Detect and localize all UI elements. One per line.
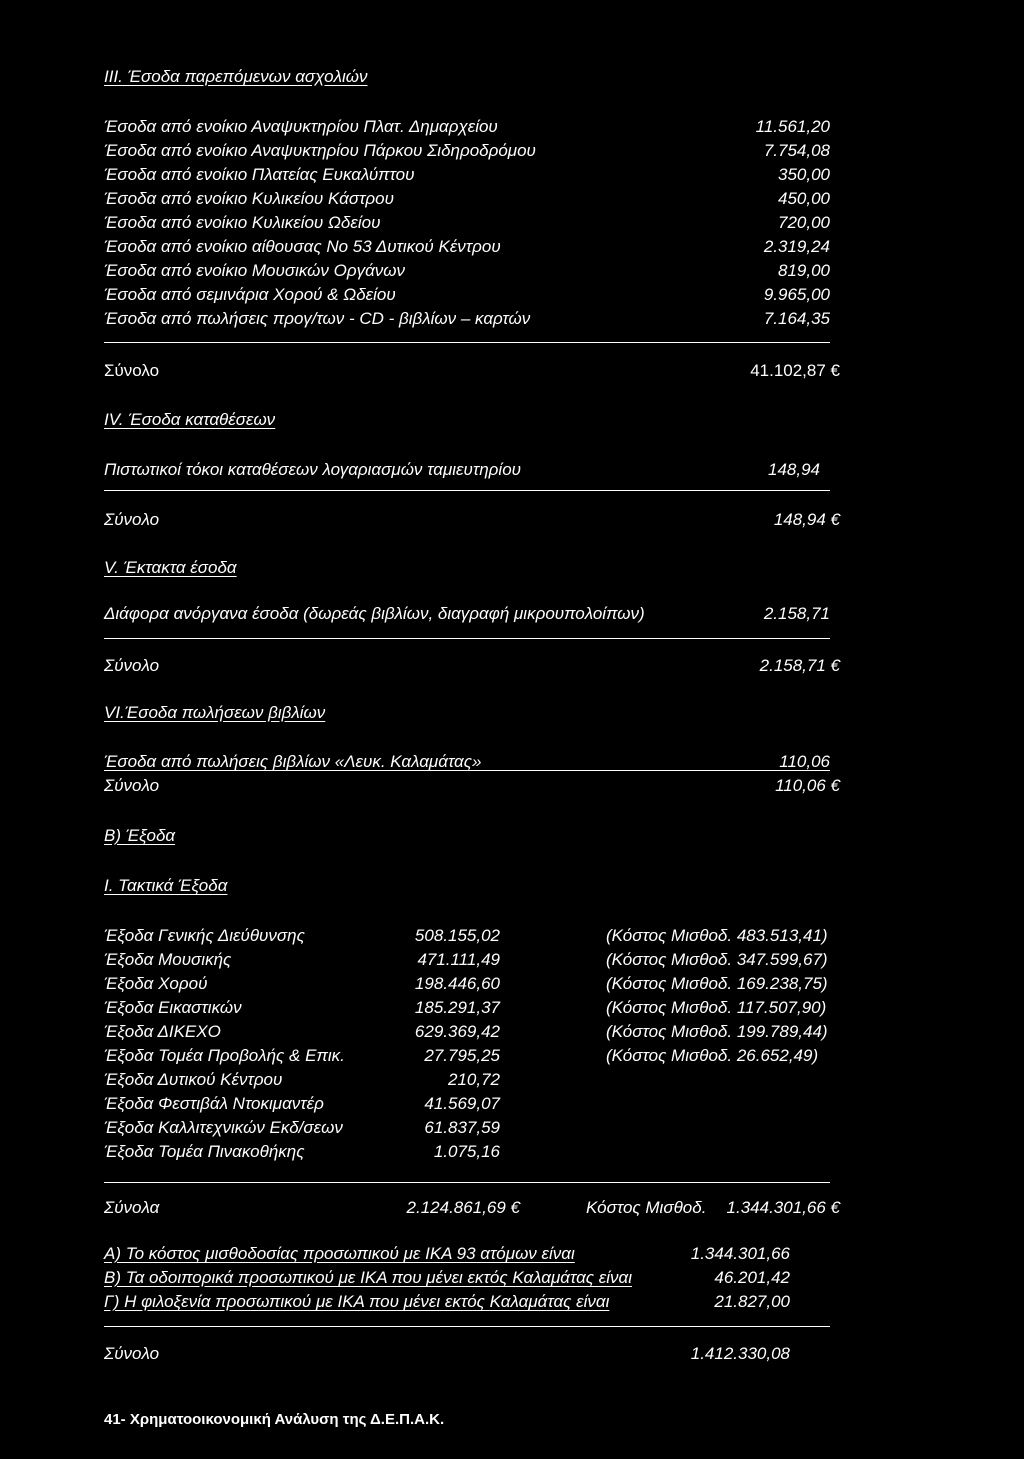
income-item-label: Έσοδα από ενοίκιο Αναψυκτηρίου Πλατ. Δημαρχείου: [104, 117, 498, 136]
divider: [104, 1326, 830, 1327]
expense-value: 61.837,59: [424, 1118, 500, 1137]
expense-payroll-note: (Κόστος Μισθοδ. 347.599,67): [606, 950, 828, 969]
income-item-value: 2.319,24: [763, 237, 830, 256]
expense-label: Έξοδα Φεστιβάλ Ντοκιμαντέρ: [104, 1094, 324, 1113]
income-item-label: Έσοδα από ενοίκιο Κυλικείου Κάστρου: [104, 189, 394, 208]
expense-value: 1.075,16: [433, 1142, 500, 1161]
income-item-label: Έσοδα από πωλήσεις προγ/των - CD - βιβλίων – καρτών: [104, 309, 531, 328]
section-4-total-value: 148,94 €: [773, 510, 840, 529]
section-5-item-value: 2.158,71: [763, 604, 830, 623]
expense-value: 185.291,37: [414, 998, 500, 1017]
section-5-total-label: Σύνολο: [104, 656, 160, 675]
section-4-total-label: Σύνολο: [104, 510, 160, 529]
section-6-total-value: 110,06 €: [775, 776, 840, 795]
income-item-value: 350,00: [778, 165, 830, 184]
income-item-label: Έσοδα από σεμινάρια Χορού & Ωδείου: [104, 285, 396, 304]
staff-cost-label: Γ) Η φιλοξενία προσωπικού με ΙΚΑ που μένει εκτός Καλαμάτας είναι: [104, 1292, 610, 1311]
section-6-item-value: 110,06: [779, 752, 830, 771]
income-item-label: Έσοδα από ενοίκιο Αναψυκτηρίου Πάρκου Σιδηροδρόμου: [104, 141, 536, 160]
income-item-value: 11.561,20: [755, 117, 830, 136]
staff-cost-value: 1.344.301,66: [690, 1244, 790, 1263]
page-footer: 41- Χρηματοοικονομική Ανάλυση της Δ.Ε.Π.Α.Κ.: [104, 1411, 445, 1428]
income-item-value: 9.965,00: [763, 285, 830, 304]
section-5-heading: V. Έκτακτα έσοδα: [104, 558, 237, 577]
expense-payroll-note: (Κόστος Μισθοδ. 199.789,44): [606, 1022, 828, 1041]
expenses-heading: Β) Έξοδα: [104, 826, 176, 845]
divider: [104, 770, 830, 771]
income-item-value: 720,00: [778, 213, 830, 232]
expenses-totals-value: 2.124.861,69 €: [406, 1198, 520, 1217]
divider: [104, 1182, 830, 1183]
expense-label: Έξοδα Μουσικής: [104, 950, 232, 969]
expenses-cost-label: Κόστος Μισθοδ.: [586, 1198, 707, 1217]
expense-label: Έξοδα Χορού: [104, 974, 208, 993]
divider: [104, 638, 830, 639]
expense-label: Έξοδα Τομέα Προβολής & Επικ.: [104, 1046, 345, 1065]
income-item-value: 7.754,08: [763, 141, 830, 160]
expense-label: Έξοδα Εικαστικών: [104, 998, 242, 1017]
expense-value: 629.369,42: [414, 1022, 500, 1041]
section-4-item-value: 148,94: [768, 460, 820, 479]
expense-value: 41.569,07: [424, 1094, 500, 1113]
expense-label: Έξοδα Καλλιτεχνικών Εκδ/σεων: [104, 1118, 343, 1137]
staff-cost-label: Α) Το κόστος μισθοδοσίας προσωπικού με ΙΚΑ 93 ατόμων είναι: [104, 1244, 575, 1263]
expense-label: Έξοδα Τομέα Πινακοθήκης: [104, 1142, 305, 1161]
staff-total-value: 1.412.330,08: [690, 1344, 790, 1363]
section-3-total-value: 41.102,87 €: [750, 361, 840, 380]
expense-payroll-note: (Κόστος Μισθοδ. 483.513,41): [606, 926, 828, 945]
section-5-item-label: Διάφορα ανόργανα έσοδα (δωρεάς βιβλίων, διαγραφή μικρουπολοίπων): [104, 604, 645, 623]
section-5-total-value: 2.158,71 €: [759, 656, 840, 675]
expense-value: 508.155,02: [414, 926, 500, 945]
income-item-value: 450,00: [778, 189, 830, 208]
expense-payroll-note: (Κόστος Μισθοδ. 169.238,75): [606, 974, 828, 993]
regular-expenses-heading: I. Τακτικά Έξοδα: [104, 876, 228, 895]
expense-payroll-note: (Κόστος Μισθοδ. 26.652,49): [606, 1046, 819, 1065]
income-item-value: 819,00: [778, 261, 830, 280]
income-item-label: Έσοδα από ενοίκιο αίθουσας Νο 53 Δυτικού Κέντρου: [104, 237, 501, 256]
divider: [104, 490, 830, 491]
staff-total-label: Σύνολο: [104, 1344, 160, 1363]
section-6-total-label: Σύνολο: [104, 776, 160, 795]
section-3-heading: III. Έσοδα παρεπόμενων ασχολιών: [104, 67, 368, 86]
income-item-label: Έσοδα από ενοίκιο Μουσικών Οργάνων: [104, 261, 406, 280]
expense-value: 198.446,60: [414, 974, 500, 993]
expense-label: Έξοδα Δυτικού Κέντρου: [104, 1070, 283, 1089]
expense-payroll-note: (Κόστος Μισθοδ. 117.507,90): [606, 998, 827, 1017]
section-3-total-label: Σύνολο: [104, 361, 160, 380]
expense-value: 471.111,49: [417, 950, 500, 969]
expense-label: Έξοδα ΔΙΚΕΧΟ: [104, 1022, 221, 1041]
section-6-item-label: Έσοδα από πωλήσεις βιβλίων «Λευκ. Καλαμάτας»: [104, 752, 482, 771]
expense-value: 210,72: [448, 1070, 500, 1089]
section-4-heading: IV. Έσοδα καταθέσεων: [104, 410, 276, 429]
divider: [104, 342, 830, 343]
staff-cost-value: 46.201,42: [714, 1268, 790, 1287]
staff-cost-value: 21.827,00: [714, 1292, 790, 1311]
expense-label: Έξοδα Γενικής Διεύθυνσης: [104, 926, 305, 945]
income-item-label: Έσοδα από ενοίκιο Πλατείας Ευκαλύπτου: [104, 165, 415, 184]
staff-cost-label: Β) Τα οδοιπορικά προσωπικού με ΙΚΑ που μένει εκτός Καλαμάτας είναι: [104, 1268, 633, 1287]
expenses-cost-value: 1.344.301,66 €: [726, 1198, 840, 1217]
expenses-totals-label: Σύνολα: [104, 1198, 160, 1217]
income-item-value: 7.164,35: [763, 309, 830, 328]
section-6-heading: VI.Έσοδα πωλήσεων βιβλίων: [104, 703, 326, 722]
expense-value: 27.795,25: [424, 1046, 500, 1065]
income-item-label: Έσοδα από ενοίκιο Κυλικείου Ωδείου: [104, 213, 381, 232]
section-4-item-label: Πιστωτικοί τόκοι καταθέσεων λογαριασμών ταμιευτηρίου: [104, 460, 521, 479]
